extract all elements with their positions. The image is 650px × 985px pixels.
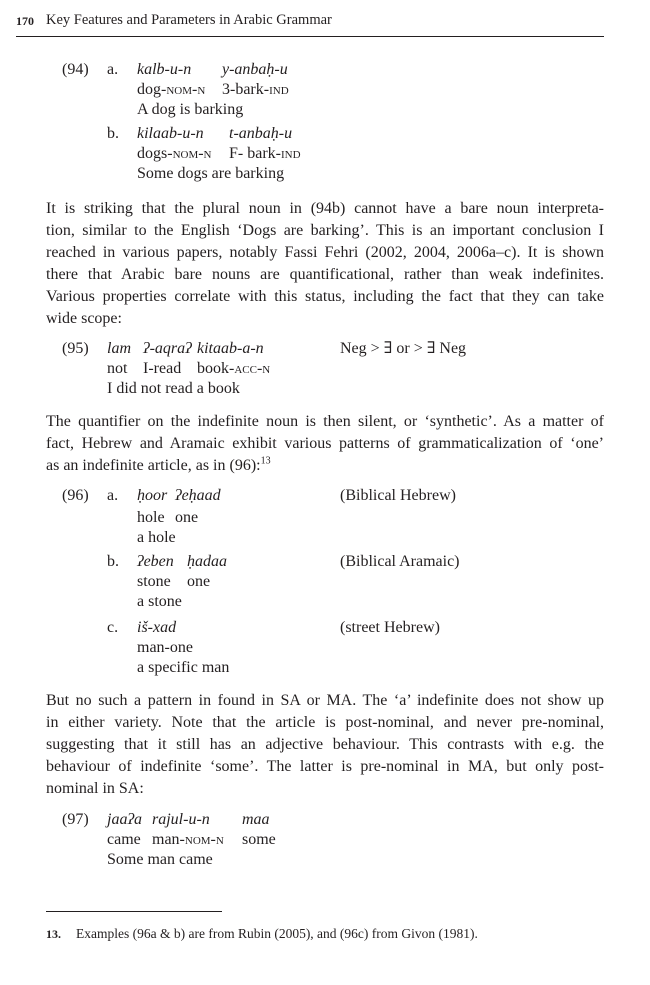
gloss: 3-bark-ind bbox=[222, 81, 289, 98]
example-number: (95) bbox=[62, 340, 89, 357]
example-number: (96) bbox=[62, 487, 89, 504]
gloss: book-acc-n bbox=[197, 360, 271, 377]
example-word: ḥadaa bbox=[187, 553, 227, 570]
example-word: kilaab-u-n bbox=[137, 125, 204, 142]
gloss: one bbox=[187, 573, 211, 590]
example-label: c. bbox=[107, 619, 119, 636]
example-word: lam bbox=[107, 340, 131, 357]
footnote-ref[interactable]: 13 bbox=[260, 455, 271, 467]
example-number: (94) bbox=[62, 61, 89, 78]
translation: a specific man bbox=[137, 659, 230, 676]
gloss: dogs-nom-n bbox=[137, 145, 212, 162]
example-label: a. bbox=[107, 487, 119, 504]
example-word: maa bbox=[242, 811, 270, 828]
page-number: 170 bbox=[16, 14, 34, 28]
footnote-text: Examples (96a & b) are from Rubin (2005), and (96c) from Givon (1981). bbox=[76, 926, 478, 941]
translation: A dog is barking bbox=[137, 101, 244, 118]
example-label: b. bbox=[107, 553, 119, 570]
language-note: (Biblical Hebrew) bbox=[340, 487, 456, 504]
example-word: kalb-u-n bbox=[137, 61, 192, 78]
gloss: man-one bbox=[137, 639, 193, 656]
example-word: rajul-u-n bbox=[152, 811, 210, 828]
example-word: t-anbaḥ-u bbox=[229, 125, 293, 142]
example-label: a. bbox=[107, 61, 119, 78]
example-number: (97) bbox=[62, 811, 89, 828]
footnote-number: 13. bbox=[46, 927, 61, 941]
example-word: ʔeben bbox=[137, 553, 174, 570]
translation: Some man came bbox=[107, 851, 213, 868]
gloss: dog-nom-n bbox=[137, 81, 206, 98]
translation: I did not read a book bbox=[107, 380, 240, 397]
example-word: ʔ-aqraʔ bbox=[143, 340, 192, 357]
translation: Some dogs are barking bbox=[137, 165, 285, 182]
paragraph: The quantifier on the indefinite noun is then silent, or ‘synthetic’. As a matter of fact, Hebrew and Aramaic exhibit various patterns of grammaticalization of ‘one’ as an indefinite article, as in (96):$^{13}$ bbox=[46, 413, 604, 474]
example-word: iš-xad bbox=[137, 619, 177, 636]
language-note: (Biblical Aramaic) bbox=[340, 553, 460, 570]
paragraph: It is striking that the plural noun in (94b) cannot have a bare noun interpreta- tion, similar to the English ‘Dogs are barking’. This is an important conclusion I reached in various papers, notably Fassi Fehri (2002, 2004, 2006a–c). It is shown there that Arabic bare nouns are quantificational, rather than weak indefinites. Various properties correlate with this status, including the fact that they can take wide scope: bbox=[46, 200, 604, 327]
header-rule bbox=[16, 36, 604, 37]
running-title: Key Features and Parameters in Arabic Grammar bbox=[46, 12, 332, 28]
gloss: stone bbox=[137, 573, 171, 590]
translation: a stone bbox=[137, 593, 182, 610]
example-word: jaaʔa bbox=[107, 811, 143, 828]
example-word: y-anbaḥ-u bbox=[222, 61, 288, 78]
example-word: ʔeḥaad bbox=[175, 487, 221, 504]
gloss: some bbox=[242, 831, 276, 848]
gloss: F- bark-ind bbox=[229, 145, 301, 162]
gloss: came bbox=[107, 831, 141, 848]
gloss: hole bbox=[137, 509, 165, 526]
example-word: kitaab-a-n bbox=[197, 340, 264, 357]
gloss: one bbox=[175, 509, 199, 526]
footnote-rule bbox=[46, 911, 222, 912]
example-label: b. bbox=[107, 125, 119, 142]
gloss: I-read bbox=[143, 360, 182, 377]
gloss: not bbox=[107, 360, 128, 377]
paragraph: But no such a pattern in found in SA or MA. The ‘a’ indefinite does not show up in either variety. Note that the article is post-nominal, and never pre-nominal, suggesting that it still has an adjective behaviour. This contrasts with e.g. the behaviour of indefinite ‘some’. The latter is pre-nominal in MA, but only post- nominal in SA: bbox=[46, 692, 604, 797]
language-note: (street Hebrew) bbox=[340, 619, 440, 636]
scope-note: Neg > ∃ or > ∃ Neg bbox=[340, 340, 467, 357]
translation: a hole bbox=[137, 529, 176, 546]
gloss: man-nom-n bbox=[152, 831, 224, 848]
example-word: ḥoor bbox=[137, 487, 168, 504]
